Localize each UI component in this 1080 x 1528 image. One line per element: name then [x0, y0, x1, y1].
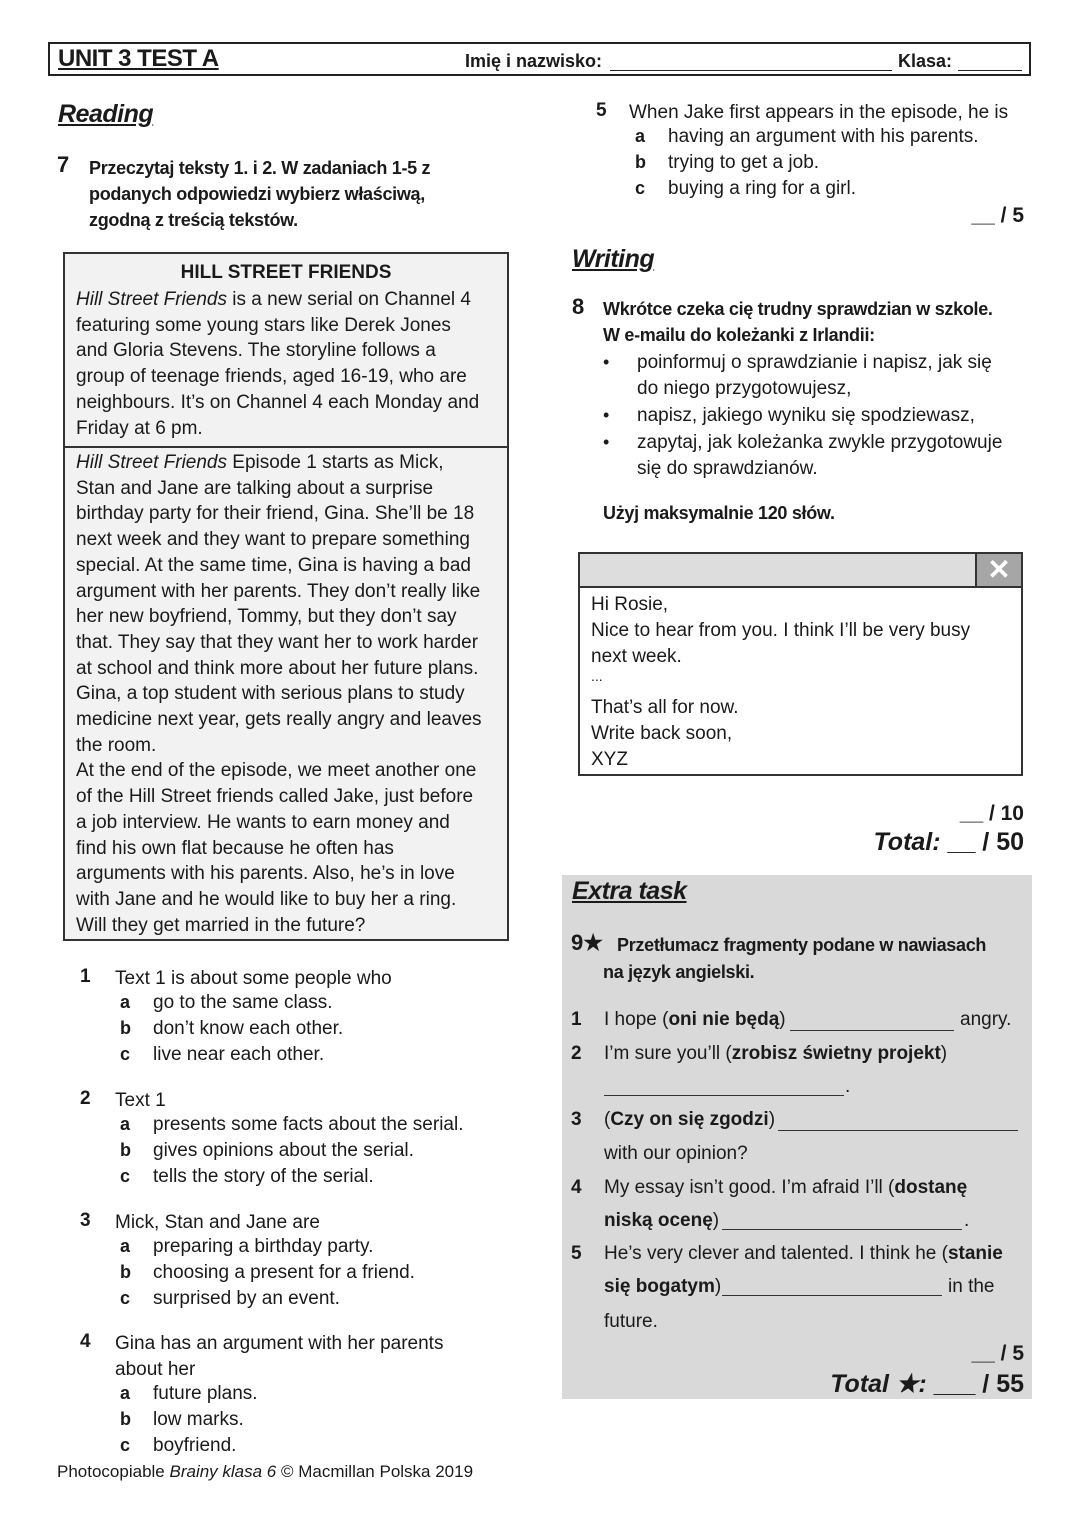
question-number: 2	[80, 1088, 91, 1109]
option-c[interactable]: surprised by an event.	[153, 1288, 340, 1309]
reading-line	[76, 450, 506, 476]
line-text: her new boyfriend, Tommy, but they don’t say	[76, 606, 457, 628]
option-letter: b	[120, 1409, 131, 1429]
option-letter: a	[635, 126, 646, 146]
option-letter: b	[120, 1018, 131, 1038]
reading-line	[76, 579, 506, 605]
word-limit: Użyj maksymalnie 120 słów.	[603, 503, 835, 523]
footer-text: © Macmillan Polska 2019	[276, 1462, 474, 1481]
reading-line	[76, 733, 506, 759]
item-prompt: się bogatym	[604, 1276, 715, 1297]
reading-line	[76, 758, 506, 784]
extra-item-4-cont	[604, 1210, 719, 1232]
reading-text-box	[63, 252, 509, 941]
instruction-line: zgodną z treścią tekstów.	[89, 210, 298, 230]
item-prompt: dostanę	[894, 1177, 968, 1198]
task-number: 9★	[571, 930, 603, 955]
option-letter: c	[120, 1044, 131, 1064]
bullet-text: się do sprawdzianów.	[637, 458, 818, 479]
reading-line	[76, 887, 506, 913]
bullet-text: poinformuj o sprawdzianie i napisz, jak się	[637, 352, 992, 373]
extra-heading: Extra task	[572, 877, 687, 905]
instruction-line: podanych odpowiedzi wybierz właściwą,	[89, 184, 425, 204]
reading-score: __ / 5	[971, 204, 1024, 227]
item-text: (	[604, 1109, 611, 1130]
line-text: is a new serial on Channel 4	[227, 289, 471, 310]
option-letter: c	[120, 1166, 131, 1186]
bullet-icon: •	[603, 432, 610, 452]
email-window	[578, 552, 1023, 776]
line-text: group of teenage friends, aged 16-19, who are	[76, 366, 467, 388]
line-text: neighbours. It’s on Channel 4 each Monday and	[76, 391, 480, 413]
question-number: 3	[80, 1210, 91, 1231]
writing-instructions	[603, 296, 993, 348]
option-a[interactable]: presents some facts about the serial.	[153, 1114, 464, 1135]
item-text: .	[845, 1076, 851, 1097]
line-text: Stan and Jane are talking about a surprise	[76, 477, 434, 499]
item-text: .	[964, 1210, 970, 1231]
reading-line	[76, 836, 506, 862]
question-number: 1	[80, 966, 91, 987]
option-b[interactable]: trying to get a job.	[668, 152, 820, 173]
email-line: next week.	[591, 646, 682, 667]
item-number: 4	[571, 1177, 582, 1198]
line-text: a job interview. He wants to earn money and	[76, 811, 450, 833]
item-prompt: oni nie będą	[668, 1009, 780, 1030]
text-2	[76, 450, 506, 938]
item-text: He’s very clever and talented. I think he (	[604, 1243, 948, 1264]
line-text: and Gloria Stevens. The storyline follows a	[76, 340, 436, 362]
answer-blank[interactable]	[790, 1030, 954, 1031]
reading-heading: Reading	[58, 100, 154, 128]
line-text: find his own flat because he often has	[76, 837, 394, 859]
option-c[interactable]: tells the story of the serial.	[153, 1166, 374, 1187]
email-line: That’s all for now.	[591, 697, 739, 718]
option-letter: a	[120, 1383, 131, 1403]
question-text: Gina has an argument with her parents	[115, 1333, 444, 1354]
item-text: My essay isn’t good. I’m afraid I’ll (	[604, 1177, 895, 1198]
question-text: about her	[115, 1359, 196, 1380]
question-text: Text 1 is about some people who	[115, 968, 392, 989]
item-text: angry.	[960, 1009, 1012, 1030]
option-b[interactable]: low marks.	[153, 1409, 244, 1430]
reading-line	[76, 913, 506, 939]
extra-item-5	[604, 1243, 1003, 1265]
reading-line	[76, 861, 506, 887]
option-b[interactable]: gives opinions about the serial.	[153, 1140, 414, 1161]
answer-blank[interactable]	[722, 1229, 962, 1230]
item-text: in the	[948, 1276, 995, 1297]
footer-book-title: Brainy klasa 6	[169, 1462, 277, 1481]
option-b[interactable]: don’t know each other.	[153, 1018, 344, 1039]
email-line: XYZ	[591, 749, 628, 770]
item-text: )	[714, 1276, 722, 1297]
instruction-line: Wkrótce czeka cię trudny sprawdzian w szkole.	[603, 299, 993, 319]
total-label: Total ★:	[830, 1370, 927, 1398]
option-letter: a	[120, 1114, 131, 1134]
reading-line	[76, 527, 506, 553]
footer-text: Photocopiable	[57, 1462, 170, 1481]
task-number: 7	[57, 152, 70, 177]
bullet-icon: •	[603, 405, 610, 425]
serial-title: Hill Street Friends	[76, 452, 227, 473]
item-prompt: zrobisz świetny projekt	[731, 1043, 941, 1064]
question-text: Text 1	[115, 1090, 166, 1111]
total-score	[820, 828, 1024, 857]
line-text: next week and they want to prepare something	[76, 529, 470, 551]
reading-line	[76, 476, 506, 502]
question-number: 5	[596, 100, 607, 121]
item-number: 5	[571, 1243, 582, 1264]
option-c[interactable]: live near each other.	[153, 1044, 325, 1065]
line-text: the room.	[76, 734, 157, 756]
item-text: )	[940, 1043, 948, 1064]
instruction-line: Przeczytaj teksty 1. i 2. W zadaniach 1-5 z	[89, 158, 431, 178]
email-line: Nice to hear from you. I think I’ll be very busy	[591, 620, 971, 641]
instruction-line: W e-mailu do koleżanki z Irlandii:	[603, 325, 875, 345]
line-text: argument with her parents. They don’t really like	[76, 580, 481, 602]
extra-instruction-2: na język angielski.	[603, 962, 755, 982]
item-prompt: niską ocenę	[604, 1210, 713, 1231]
reading-line	[76, 313, 506, 339]
item-text: )	[712, 1210, 720, 1231]
item-text: future.	[604, 1311, 658, 1332]
text-divider	[65, 446, 507, 448]
option-letter: c	[120, 1288, 131, 1308]
line-text: special. At the same time, Gina is having a bad	[76, 554, 471, 576]
line-text: of the Hill Street friends called Jake, just before	[76, 786, 474, 808]
reading-line	[76, 416, 506, 442]
line-text: medicine next year, gets really angry and leaves	[76, 709, 482, 731]
reading-line	[76, 810, 506, 836]
item-prompt: Czy on się zgodzi	[610, 1109, 769, 1130]
reading-line	[76, 784, 506, 810]
item-text: )	[768, 1109, 776, 1130]
item-text: )	[779, 1009, 786, 1030]
item-text: I hope (	[604, 1009, 669, 1030]
writing-score: __ / 10	[959, 802, 1024, 825]
option-letter: a	[120, 992, 131, 1012]
total-value: __ / 50	[947, 828, 1024, 856]
extra-item-4	[604, 1177, 967, 1199]
item-text: I’m sure you’ll (	[604, 1043, 732, 1064]
bullet-text: do niego przygotowujesz,	[637, 378, 852, 399]
option-a[interactable]: go to the same class.	[153, 992, 333, 1013]
extra-task-panel	[562, 875, 1032, 1399]
bullet-text: zapytaj, jak koleżanka zwykle przygotowuje	[637, 432, 1003, 453]
option-letter: b	[120, 1262, 131, 1282]
reading-line	[76, 338, 506, 364]
bullet-icon: •	[603, 352, 610, 372]
reading-instructions	[89, 155, 430, 233]
email-line: Write back soon,	[591, 723, 733, 744]
option-letter: c	[120, 1435, 131, 1455]
option-c[interactable]: boyfriend.	[153, 1435, 237, 1456]
task-number: 8	[572, 294, 585, 319]
reading-box-title: HILL STREET FRIENDS	[180, 262, 392, 283]
reading-line	[76, 681, 506, 707]
line-text: arguments with his parents. Also, he’s in love	[76, 863, 455, 885]
reading-line	[76, 553, 506, 579]
line-text: At the end of the episode, we meet another one	[76, 760, 477, 782]
answer-blank[interactable]	[722, 1295, 942, 1296]
extra-item-5-cont	[604, 1276, 721, 1298]
answer-blank[interactable]	[604, 1095, 844, 1096]
class-label: Klasa:	[898, 51, 953, 71]
option-a[interactable]: having an argument with his parents.	[668, 126, 979, 147]
option-letter: b	[120, 1140, 131, 1160]
line-text: at school and think more about her future plans.	[76, 657, 479, 679]
answer-blank[interactable]	[778, 1130, 1018, 1131]
item-text: with our opinion?	[604, 1143, 748, 1164]
unit-title: UNIT 3 TEST A	[58, 45, 219, 72]
question-text: Mick, Stan and Jane are	[115, 1212, 320, 1233]
line-text: that. They say that they want her to work harder	[76, 631, 479, 653]
reading-line	[76, 656, 506, 682]
reading-line	[76, 604, 506, 630]
extra-instruction-1: Przetłumacz fragmenty podane w nawiasach	[617, 935, 987, 955]
line-text: featuring some young stars like Derek Jones	[76, 314, 451, 336]
total-label: Total:	[873, 828, 941, 856]
option-letter: a	[120, 1236, 131, 1256]
option-a[interactable]: future plans.	[153, 1383, 258, 1404]
item-number: 3	[571, 1109, 582, 1130]
item-number: 1	[571, 1009, 582, 1030]
footer-copyright	[57, 1462, 473, 1482]
name-field[interactable]	[610, 70, 892, 71]
item-prompt: stanie	[947, 1243, 1003, 1264]
email-line: ...	[591, 668, 603, 684]
test-header	[48, 42, 1031, 76]
reading-line	[76, 390, 506, 416]
line-text: Friday at 6 pm.	[76, 417, 203, 439]
email-title-bar	[580, 554, 1021, 588]
option-a[interactable]: preparing a birthday party.	[153, 1236, 374, 1257]
line-text: Episode 1 starts as Mick,	[227, 452, 444, 473]
extra-item-3	[604, 1109, 775, 1131]
extra-total	[762, 1369, 1024, 1399]
reading-line	[76, 364, 506, 390]
reading-line	[76, 630, 506, 656]
total-value: ___ / 55	[933, 1370, 1024, 1398]
line-text: birthday party for their friend, Gina. She’ll be 18	[76, 503, 475, 525]
question-text: When Jake first appears in the episode, he is	[629, 102, 1009, 123]
name-label: Imię i nazwisko:	[465, 51, 603, 71]
reading-line	[76, 707, 506, 733]
option-letter: c	[635, 178, 646, 198]
close-icon[interactable]: ✕	[975, 554, 1021, 586]
reading-line	[76, 287, 506, 313]
option-c[interactable]: buying a ring for a girl.	[668, 178, 856, 199]
line-text: with Jane and he would like to buy her a ring.	[76, 888, 457, 910]
bullet-text: napisz, jakiego wyniku się spodziewasz,	[637, 405, 975, 426]
extra-item-1	[604, 1009, 786, 1031]
email-line: Hi Rosie,	[591, 594, 669, 615]
option-letter: b	[635, 152, 646, 172]
extra-score: __ / 5	[971, 1342, 1024, 1365]
option-b[interactable]: choosing a present for a friend.	[153, 1262, 415, 1283]
class-field[interactable]	[958, 70, 1022, 71]
serial-title: Hill Street Friends	[76, 289, 227, 310]
line-text: Will they get married in the future?	[76, 914, 366, 936]
writing-heading: Writing	[572, 245, 655, 273]
question-number: 4	[80, 1331, 91, 1352]
text-1	[76, 287, 506, 441]
item-number: 2	[571, 1043, 582, 1064]
extra-item-2	[604, 1043, 947, 1065]
reading-line	[76, 501, 506, 527]
line-text: Gina, a top student with serious plans to study	[76, 683, 465, 705]
